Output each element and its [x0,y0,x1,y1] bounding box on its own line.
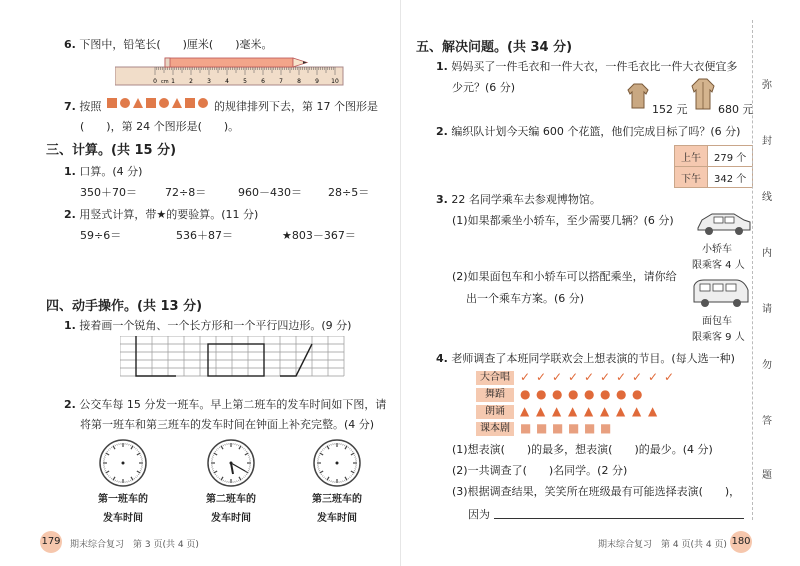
problem-4-sub1: (1)想表演( )的最多，想表演( )的最少。(4 分) [452,443,713,456]
van-illustration [690,276,752,310]
section-4-question-2 [64,396,386,412]
pictograph-symbol: ■ [536,421,548,435]
sweater-price: 152 元 [652,103,688,116]
pictograph-symbol: ▲ [552,404,562,418]
ruler-label: 5 [243,78,247,85]
problem-4-sub3: (3)根据调查结果，笑笑所在班级最有可能选择表演( )， [452,485,741,498]
problem-1 [436,58,737,74]
pictograph-symbol: ✓ [568,370,579,384]
pictograph-category-label: 朗诵 [476,405,514,419]
pictograph-symbol: ● [520,387,531,401]
car-name: 小轿车 [702,244,732,255]
seal-char: 线 [762,192,772,203]
pictograph-category-label: 大合唱 [476,371,514,385]
pictograph-symbol: ▲ [568,404,578,418]
ruler-label: 0 [153,78,157,85]
problem-4-because-label: 因为 [468,508,490,521]
circle-shape [198,98,208,108]
question-text: 公交车每 15 分发一班车。早上第二班车的发车时间如下图，请 [79,398,387,411]
pictograph-symbol: ■ [552,421,564,435]
seal-char: 弥 [762,80,772,91]
ruler-label: 10 [331,78,339,85]
table-cell: 342 个 [708,167,753,188]
oral-calc-item: 960－430＝ [238,186,302,199]
question-text-line2: 将第一班车和第三班车的发车时间在钟面上补充完整。(4 分) [80,418,375,431]
pictograph-symbol: ● [600,387,611,401]
ruler-label: 7 [279,78,283,85]
table-row [675,167,753,188]
pictograph-symbol: ▲ [648,404,658,418]
drawing-grid[interactable] [120,336,352,384]
pictograph-symbol: ● [568,387,579,401]
coat-illustration [686,76,720,112]
sweater-illustration [622,80,654,112]
ruler-label: 2 [189,78,193,85]
pictograph-symbol: ● [584,387,595,401]
problem-3 [436,191,601,207]
shape-pattern [106,96,214,110]
clock-2-caption: 第二班车的 [206,494,256,505]
pictograph-category-label: 舞蹈 [476,388,514,402]
square-shape [185,98,195,108]
section-3-title: 三、计算。(共 15 分) [46,143,177,158]
pictograph-symbol: ▲ [584,404,594,418]
basket-table [674,145,753,188]
question-number: 2. [436,125,448,138]
pictograph-symbol: ● [536,387,547,401]
seal-char: 勿 [762,360,772,371]
problem-4-sub2: (2)一共调查了( )名同学。(2 分) [452,464,628,477]
vertical-calc-item: 59÷6＝ [80,229,122,242]
ruler-label: 3 [207,78,211,85]
oral-calc-item: 28÷5＝ [328,186,370,199]
pictograph-symbol: ✓ [536,370,547,384]
ruler-label: 8 [297,78,301,85]
van-name: 面包车 [702,316,732,327]
pictograph-symbol: ▲ [632,404,642,418]
pictograph-symbol: ● [552,387,563,401]
pictograph-symbol: ■ [600,421,612,435]
question-number: 4. [436,352,448,365]
seal-char: 题 [762,470,772,481]
problem-1-line2: 少元？(6 分) [452,81,516,94]
page-number-right: 180 [730,531,752,553]
clock-face-3[interactable] [312,438,362,488]
problem-3-sub2: (2)如果面包车和小轿车可以搭配乘坐，请你给 [452,270,677,283]
page-divider [400,0,401,566]
pictograph-symbol: ▲ [520,404,530,418]
section-4-title: 四、动手操作。(共 13 分) [46,299,203,314]
pictograph-symbol: ✓ [600,370,611,384]
seal-line [752,20,754,520]
question-number: 2. [64,398,76,411]
vertical-calc-item: 536＋87＝ [176,229,233,242]
seal-char: 答 [762,416,772,427]
section-3-question-1 [64,163,142,179]
pictograph-symbol: ● [632,387,643,401]
ruler-with-pencil [115,55,345,87]
car-illustration [694,208,754,238]
square-shape [146,98,156,108]
clock-2-caption-line2: 发车时间 [211,513,251,524]
question-7-text: 的规律排列下去，第 17 个图形是 [214,100,378,113]
question-number: 7. [64,100,76,113]
triangle-shape [172,98,182,108]
question-text: 22 名同学乘车去参观博物馆。 [451,193,601,206]
circle-shape [159,98,169,108]
pictograph-symbol: ✓ [520,370,531,384]
pictograph-symbol: ■ [584,421,596,435]
vertical-calc-item: ★803－367＝ [282,229,356,242]
table-cell: 上午 [675,146,708,167]
section-5-title: 五、解决问题。(共 34 分) [416,40,573,55]
seal-char: 请 [762,304,772,315]
example-angle [136,336,176,376]
question-text: 编织队计划今天编 600 个花篮，他们完成目标了吗？(6 分) [451,125,741,138]
clock-face-1[interactable] [98,438,148,488]
pictograph-symbol: ✓ [664,370,675,384]
car-limit: 限乘客 4 人 [692,260,745,271]
table-cell: 279 个 [708,146,753,167]
question-number: 1. [436,60,448,73]
square-shape [107,98,117,108]
question-7 [64,98,101,114]
section-4-question-1 [64,317,351,333]
footer-left: 期末综合复习 第 3 页(共 4 页) [70,540,199,550]
seal-char: 封 [762,136,772,147]
question-number: 1. [64,165,76,178]
ruler-unit: cm [161,79,169,85]
question-text-prefix: 按照 [79,100,102,113]
problem-3-sub2-line2: 出一个乘车方案。(6 分) [466,292,585,305]
van-limit: 限乘客 9 人 [692,332,745,343]
clock-1-caption-line2: 发车时间 [103,513,143,524]
question-text: 用竖式计算，带★的要验算。(11 分) [79,208,259,221]
section-3-question-2 [64,206,258,222]
footer-right: 期末综合复习 第 4 页(共 4 页) [598,540,727,550]
pictograph-symbol: ✓ [616,370,627,384]
pictograph-category-label: 课本剧 [476,422,514,436]
pictograph-symbol: ■ [520,421,532,435]
pictograph-symbol: ▲ [536,404,546,418]
question-7-line2: ( )，第 24 个图形是( )。 [80,120,240,133]
ruler-label: 6 [261,78,265,85]
pictograph-symbol: ✓ [584,370,595,384]
triangle-shape [133,98,143,108]
circle-shape [120,98,130,108]
page-number-left: 179 [40,531,62,553]
pictograph-symbol: ● [616,387,627,401]
pictograph-symbol: ✓ [552,370,563,384]
question-text: 接着画一个锐角、一个长方形和一个平行四边形。(9 分) [79,319,352,332]
pictograph-symbol: ▲ [616,404,626,418]
pictograph-symbol: ▲ [600,404,610,418]
question-number: 6. [64,38,76,51]
pencil [165,58,307,67]
clock-1-caption: 第一班车的 [98,494,148,505]
question-text: 口算。(4 分) [79,165,143,178]
question-text: 妈妈买了一件毛衣和一件大衣，一件毛衣比一件大衣便宜多 [451,60,738,73]
question-text: 下图中，铅笔长( )厘米( )毫米。 [79,38,273,51]
pictograph-symbol: ■ [568,421,580,435]
ruler-label: 4 [225,78,229,85]
clock-3-caption-line2: 发车时间 [317,513,357,524]
pictograph-symbol: ✓ [648,370,659,384]
question-number: 2. [64,208,76,221]
seal-char: 内 [762,248,772,259]
table-cell: 下午 [675,167,708,188]
problem-4 [436,350,735,366]
clock-3-caption: 第三班车的 [312,494,362,505]
coat-price: 680 元 [718,103,754,116]
question-6 [64,36,273,52]
pictograph-symbol: ✓ [632,370,643,384]
ruler-label: 1 [171,78,175,85]
clock-face-2 [206,438,256,488]
ruler-label: 9 [315,78,319,85]
answer-line[interactable] [494,518,744,519]
question-text: 老师调查了本班同学联欢会上想表演的节目。(每人选一种) [451,352,735,365]
question-number: 3. [436,193,448,206]
table-row [675,146,753,167]
oral-calc-item: 350＋70＝ [80,186,137,199]
question-number: 1. [64,319,76,332]
problem-3-sub1: (1)如果都乘坐小轿车，至少需要几辆？(6 分) [452,214,674,227]
problem-2 [436,123,740,139]
oral-calc-item: 72÷8＝ [165,186,207,199]
